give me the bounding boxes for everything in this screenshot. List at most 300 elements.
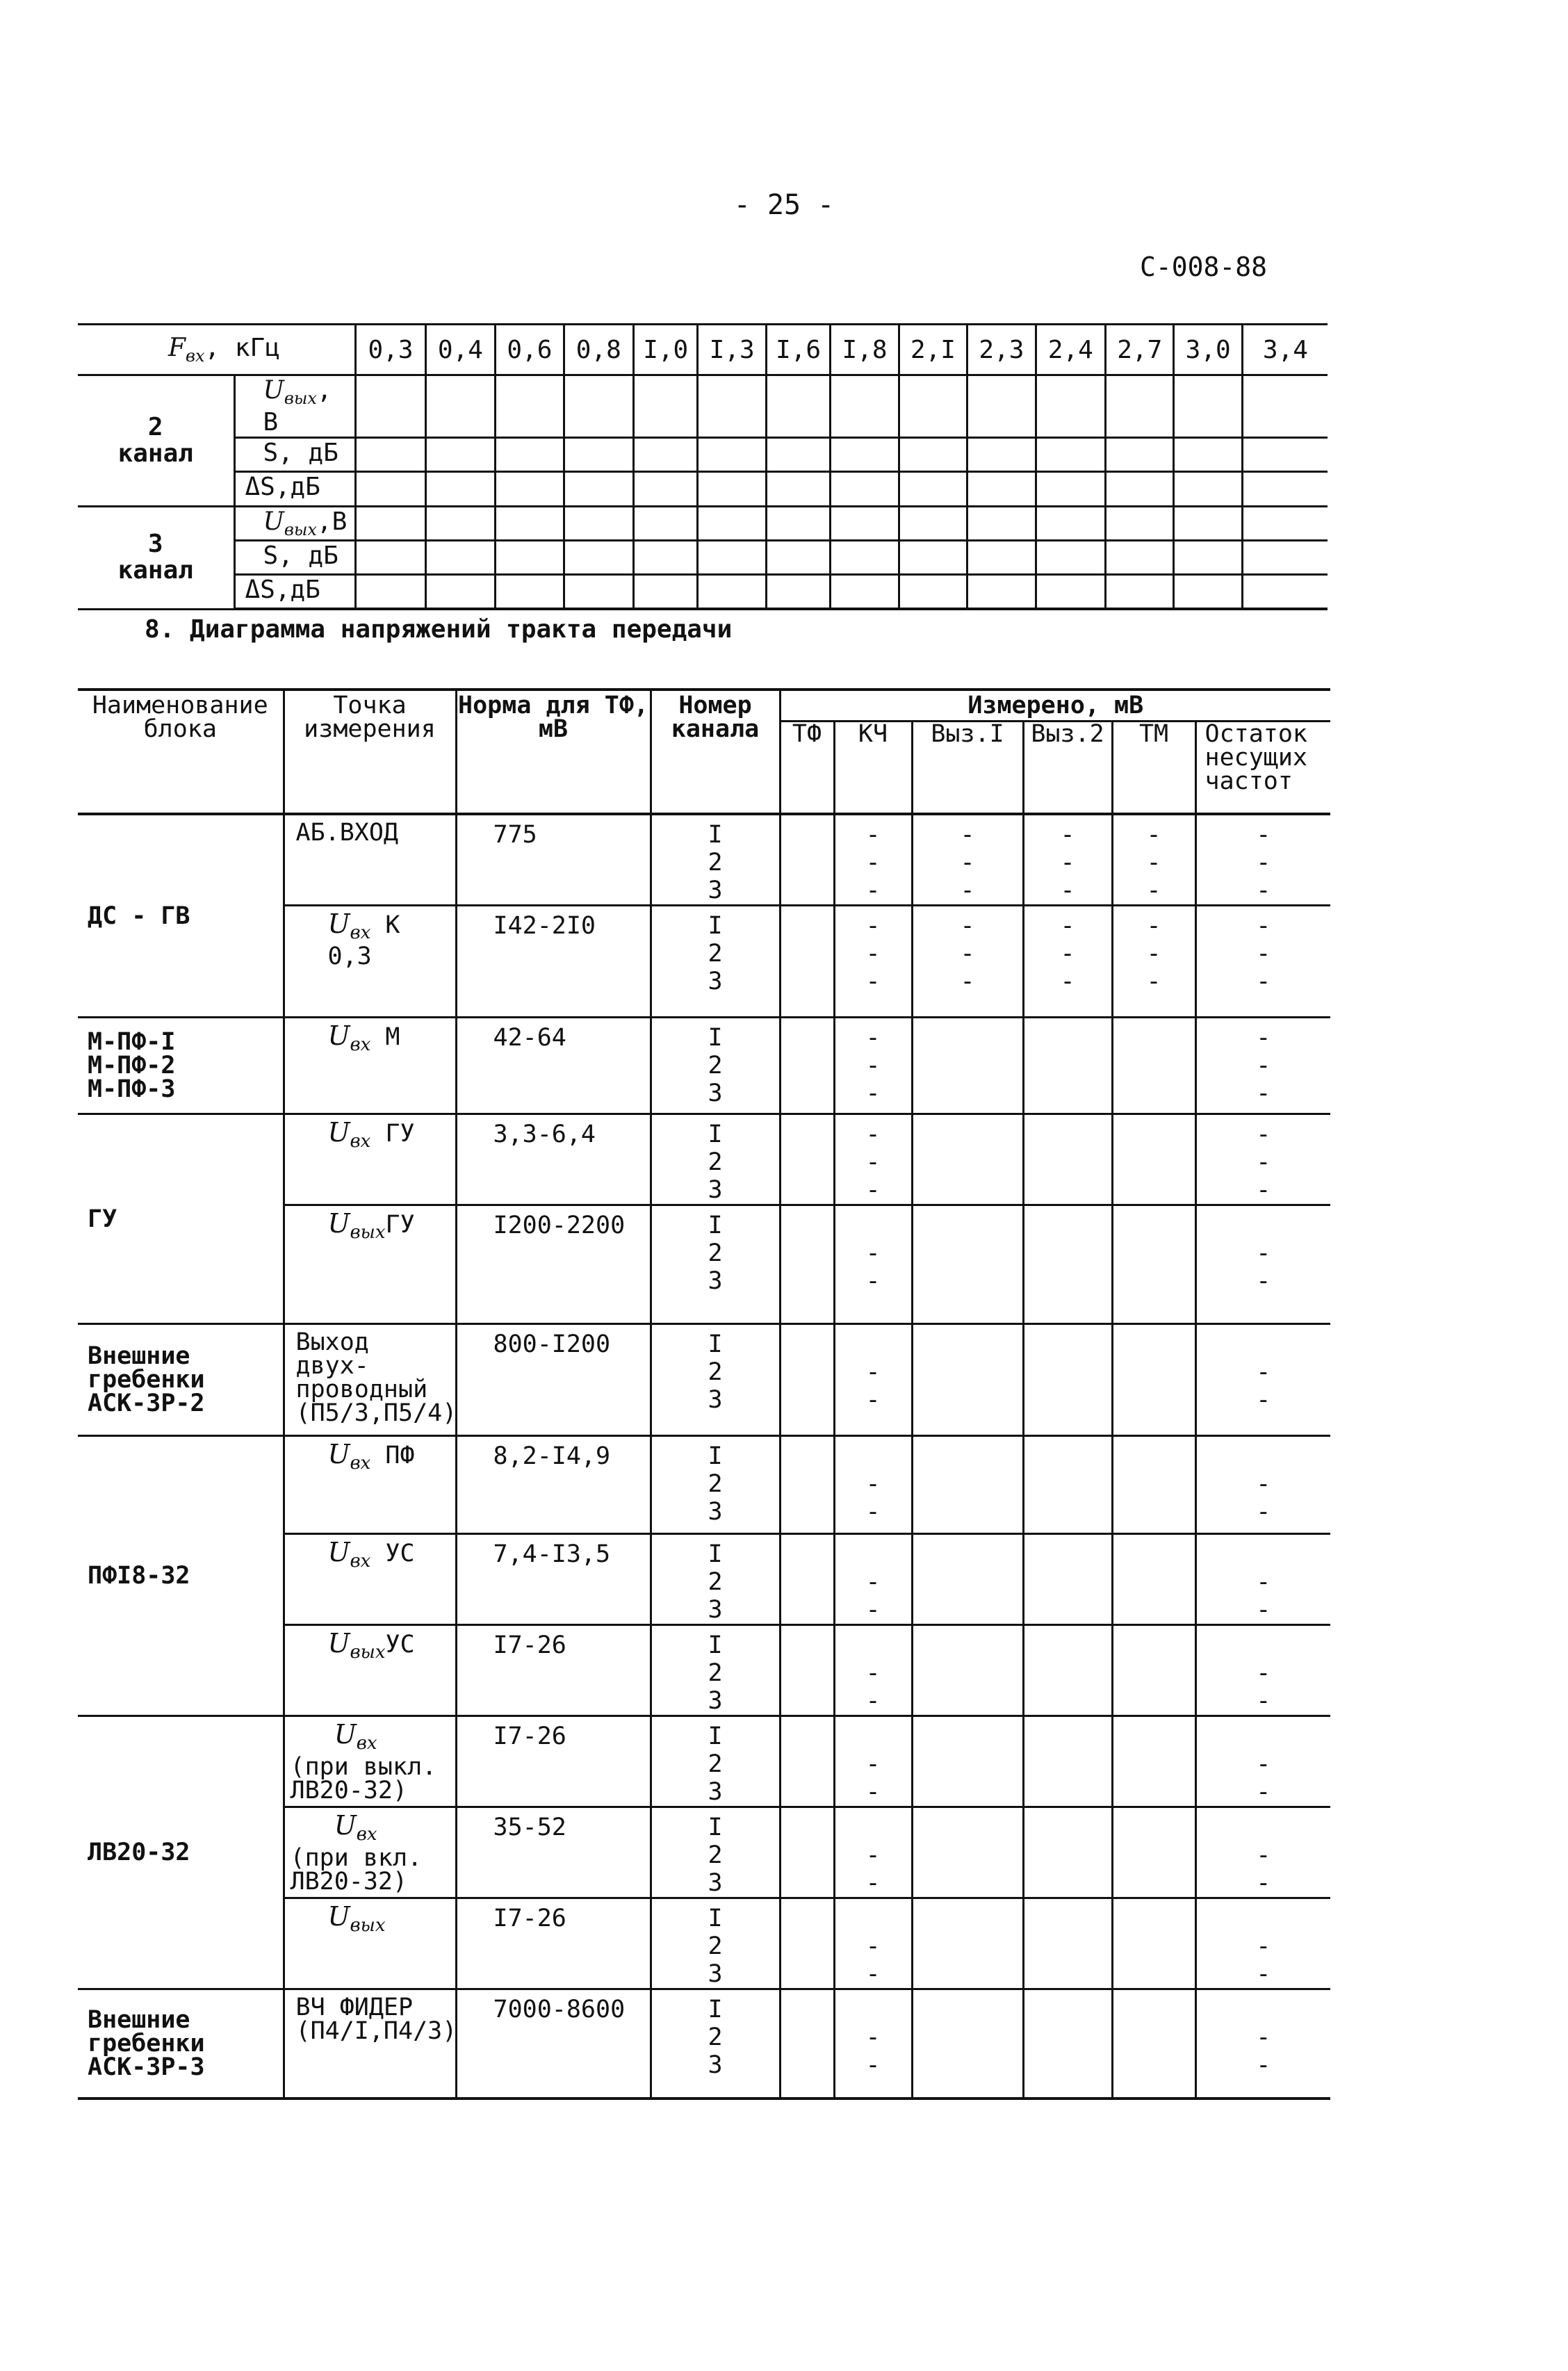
dash-mark: - [1256,1239,1271,1267]
empty-value-cell [831,472,899,506]
dash-mark [835,1540,911,1568]
dash-mark: - [865,2023,881,2051]
measured-cell [780,1989,834,2099]
freq-cell: 2,4 [1036,325,1105,375]
empty-value-cell [1036,540,1105,574]
measured-cell [834,1625,912,1716]
dash-mark: - [1256,1267,1271,1295]
measured-cell [834,1018,912,1114]
empty-value-cell [831,375,899,438]
channel-numbers [651,814,780,906]
channel-number: 2 [708,1052,723,1079]
channel-number: 2 [708,1659,723,1687]
measurement-point: $U_{вх}$ М [284,1018,456,1114]
channel-word: канал [117,439,193,468]
empty-value-cell [1106,574,1174,609]
document-code: С-008-88 [1140,252,1268,282]
measured-cell [834,1114,912,1205]
dash-mark: - [1256,1841,1271,1869]
dash-mark: - [865,1869,881,1897]
measured-cell [912,1625,1023,1716]
measurement-point: $U_{вых}УС$ [284,1625,456,1716]
dash-mark: - [1146,877,1161,904]
channel-number: 3 [708,2051,723,2079]
freq-cell: 0,6 [496,325,564,375]
empty-value-cell [496,540,564,574]
empty-value-cell [831,574,899,609]
dash-mark: - [865,1568,881,1596]
channel-numbers [651,1989,780,2099]
measured-cell [912,1898,1023,1989]
channel-number: 2 [708,1568,723,1596]
channel-number: 2 [708,1239,723,1267]
freq-cell: 2,7 [1106,325,1174,375]
measured-cell [912,1205,1023,1324]
dash-mark: - [1256,1386,1271,1414]
empty-value-cell [766,472,830,506]
empty-value-cell [1174,506,1242,540]
dash-mark: - [1256,849,1271,877]
measured-cell [1112,814,1195,906]
dash-mark: - [960,877,975,904]
dash-mark: - [1146,968,1161,995]
measured-cell [1195,1534,1330,1625]
measurement-point: Выход двух- проводный (П5/3,П5/4) [284,1324,456,1436]
empty-value-cell [356,574,425,609]
dash-mark: - [1060,877,1075,904]
dash-mark [1197,1212,1331,1239]
empty-value-cell [1106,540,1174,574]
measured-cell [834,1989,912,2099]
measured-cell [912,1114,1023,1205]
parameter-label: S, дБ [234,438,356,472]
header-block: Наименование блока [78,690,284,814]
dash-mark: - [1256,1176,1271,1204]
measured-cell [780,1807,834,1898]
empty-value-cell [564,438,633,472]
empty-value-cell [496,574,564,609]
measured-cell [1195,1625,1330,1716]
norm-value: 7,4-I3,5 [456,1534,651,1625]
channel-number: 2 [708,2023,723,2051]
empty-value-cell [967,472,1036,506]
measurement-point: $U_{вх}$ ПФ [284,1436,456,1534]
measured-cell [1023,1018,1112,1114]
measured-cell [834,1898,912,1989]
empty-value-cell [634,540,698,574]
dash-mark: - [1256,1932,1271,1960]
measured-cell [1195,1807,1330,1898]
dash-mark: - [960,968,975,995]
dash-mark: - [1256,821,1271,849]
freq-cell: 0,3 [356,325,425,375]
measured-cell [1112,1205,1195,1324]
measured-cell [834,906,912,1018]
channel-numbers [651,1324,780,1436]
empty-value-cell [831,540,899,574]
dash-mark: - [1060,940,1075,968]
channel-number: 2 [708,1358,723,1386]
empty-value-cell [899,438,967,472]
channel-numbers [651,1205,780,1324]
empty-value-cell [698,438,766,472]
dash-mark: - [865,849,881,877]
channel-number: I [708,912,723,940]
measured-cell [1023,1114,1112,1205]
measured-cell [1112,906,1195,1018]
measured-cell [1195,906,1330,1018]
dash-mark: - [1256,1659,1271,1687]
measured-cell [1023,1534,1112,1625]
empty-value-cell [1242,506,1328,540]
measured-cell [780,1018,834,1114]
dash-mark [835,1722,911,1750]
voltage-diagram-table [78,688,1330,2100]
channel-numbers [651,1716,780,1807]
empty-value-cell [425,438,495,472]
dash-mark: - [865,1687,881,1715]
dash-mark: - [960,940,975,968]
freq-cell: 3,4 [1242,325,1328,375]
dash-mark: - [1256,1778,1271,1806]
empty-value-cell [1174,540,1242,574]
channel-number: I [708,1212,723,1239]
measured-cell [780,1324,834,1436]
empty-value-cell [698,574,766,609]
channel-number: I [708,1024,723,1052]
freq-cell: I,3 [698,325,766,375]
dash-mark: - [865,1841,881,1869]
empty-value-cell [425,540,495,574]
page-number: - 25 - [733,189,835,221]
channel-number: 2 [708,1470,723,1498]
measurement-point: АБ.ВХОД [284,814,456,906]
measured-cell [1195,1324,1330,1436]
measured-cell [834,1534,912,1625]
measured-cell [834,1324,912,1436]
empty-value-cell [564,375,633,438]
dash-mark: - [1146,821,1161,849]
block-name: М-ПФ-I М-ПФ-2 М-ПФ-3 [78,1018,284,1114]
empty-value-cell [766,375,830,438]
dash-mark: - [865,940,881,968]
channel-numbers [651,1018,780,1114]
channel-number: 3 [708,877,723,904]
freq-cell: I,8 [831,325,899,375]
norm-value: 800-I200 [456,1324,651,1436]
dash-mark [835,1330,911,1358]
dash-mark: - [865,821,881,849]
dash-mark: - [1256,1358,1271,1386]
empty-value-cell [967,506,1036,540]
channel-numbers [651,1114,780,1205]
measured-cell [1023,1716,1112,1807]
dash-mark [835,1814,911,1841]
measured-cell [912,1436,1023,1534]
empty-value-cell [1242,574,1328,609]
dash-mark: - [865,1176,881,1204]
block-name: Внешние гребенки АСК-3Р-3 [78,1989,284,2099]
dash-mark: - [960,849,975,877]
measured-cell [1112,1114,1195,1205]
channel-word: канал [117,556,193,585]
measured-cell [1023,1898,1112,1989]
norm-value: I7-26 [456,1716,651,1807]
empty-value-cell [496,438,564,472]
dash-mark: - [865,1239,881,1267]
measured-cell [1023,1324,1112,1436]
measured-cell [912,1324,1023,1436]
section-caption: 8. Диаграмма напряжений тракта передачи [145,615,733,644]
empty-value-cell [899,574,967,609]
measured-cell [912,814,1023,906]
channel-number: I [708,1814,723,1841]
measured-cell [1023,1205,1112,1324]
dash-mark: - [1256,1052,1271,1079]
dash-mark: - [1256,1079,1271,1107]
measured-cell [912,906,1023,1018]
measurement-point: $U_{вых}ГУ$ [284,1205,456,1324]
channel-number: 2 [708,1932,723,1960]
empty-value-cell [634,574,698,609]
measured-cell [1195,1018,1330,1114]
dash-mark: - [865,968,881,995]
dash-mark: - [1256,912,1271,940]
channel-numbers [651,1898,780,1989]
dash-mark [835,1212,911,1239]
dash-mark [1197,1814,1331,1841]
dash-mark: - [1256,1596,1271,1624]
empty-value-cell [564,506,633,540]
measured-cell [1112,1324,1195,1436]
measured-cell [1112,1625,1195,1716]
header-channel: Номер канала [651,690,780,814]
channel-number: 3 [708,968,723,995]
header-vyz1: Выз.I [912,722,1023,815]
norm-value: 3,3-6,4 [456,1114,651,1205]
measured-cell [780,1625,834,1716]
dash-mark: - [865,1267,881,1295]
empty-value-cell [831,438,899,472]
measured-cell [834,814,912,906]
measurement-point: $U_{вх}$ УС [284,1534,456,1625]
dash-mark: - [865,1148,881,1176]
measured-cell [912,1018,1023,1114]
dash-mark [1197,1631,1331,1659]
channel-number: I [708,1905,723,1932]
header-carrier-rest: Остаток несущих частот [1195,722,1330,815]
dash-mark: - [1060,968,1075,995]
measured-cell [1023,1807,1112,1898]
dash-mark [1197,1540,1331,1568]
measured-cell [780,1534,834,1625]
channel-number: 3 [708,1079,723,1107]
norm-value: 35-52 [456,1807,651,1898]
channel-group-label [78,506,234,609]
dash-mark: - [960,821,975,849]
channel-number: I [708,821,723,849]
channel-number: 3 [708,1960,723,1988]
empty-value-cell [698,506,766,540]
dash-mark: - [1256,1498,1271,1526]
dash-mark [835,1996,911,2023]
channel-number: I [708,1442,723,1470]
dash-mark: - [865,2051,881,2079]
dash-mark [835,1631,911,1659]
channel-number: 2 [708,1148,723,1176]
dash-mark: - [1256,877,1271,904]
norm-value: I42-2I0 [456,906,651,1018]
empty-value-cell [1036,438,1105,472]
dash-mark: - [1256,2023,1271,2051]
empty-value-cell [564,472,633,506]
freq-cell: 2,I [899,325,967,375]
header-tm: ТМ [1112,722,1195,815]
measurement-point: $U_{вх}$ (при вкл. ЛВ20-32) [284,1807,456,1898]
parameter-label: ΔS,дБ [234,574,356,609]
channel-number: I [708,1722,723,1750]
parameter-label: S, дБ [234,540,356,574]
channel-group-label [78,375,234,507]
channel-number: 3 [147,530,163,559]
measured-cell [1023,814,1112,906]
dash-mark: - [865,1778,881,1806]
measurement-point: $U_{вх}$ К 0,3 [284,906,456,1018]
channel-number: 2 [708,1841,723,1869]
dash-mark: - [1256,2051,1271,2079]
measured-cell [1023,906,1112,1018]
dash-mark: - [865,1498,881,1526]
empty-value-cell [425,506,495,540]
channel-number: 3 [708,1596,723,1624]
channel-number: 2 [147,412,163,441]
dash-mark: - [865,1470,881,1498]
header-point: Точка измерения [284,690,456,814]
header-measured: Измерено, мВ [780,690,1330,722]
measured-cell [1112,1018,1195,1114]
header-norm: Норма для ТФ, мВ [456,690,651,814]
measured-cell [1195,1436,1330,1534]
dash-mark: - [1256,1869,1271,1897]
dash-mark: - [865,1121,881,1148]
dash-mark: - [1256,1568,1271,1596]
channel-number: I [708,1996,723,2023]
empty-value-cell [766,540,830,574]
empty-value-cell [1036,375,1105,438]
empty-value-cell [1036,506,1105,540]
empty-value-cell [564,574,633,609]
measured-cell [834,1205,912,1324]
block-name: ПФI8-32 [78,1436,284,1716]
header-tf: ТФ [780,722,834,815]
measured-cell [1195,1114,1330,1205]
dash-mark: - [1256,1148,1271,1176]
empty-value-cell [766,574,830,609]
parameter-label: $U_{вых}$, В [234,375,356,438]
measured-cell [912,1534,1023,1625]
dash-mark: - [1060,849,1075,877]
dash-mark: - [1060,912,1075,940]
measured-cell [780,1898,834,1989]
empty-value-cell [1106,375,1174,438]
empty-value-cell [1242,438,1328,472]
empty-value-cell [766,438,830,472]
dash-mark [835,1442,911,1470]
empty-value-cell [564,540,633,574]
measured-cell [1112,1716,1195,1807]
channel-number: I [708,1330,723,1358]
empty-value-cell [1174,472,1242,506]
empty-value-cell [698,540,766,574]
measured-cell [912,1716,1023,1807]
dash-mark: - [865,1052,881,1079]
empty-value-cell [356,506,425,540]
measured-cell [1112,1989,1195,2099]
measured-cell [1195,1898,1330,1989]
empty-value-cell [698,472,766,506]
measurement-point: $U_{вых}$ [284,1898,456,1989]
channel-numbers [651,1436,780,1534]
measured-cell [1112,1807,1195,1898]
measured-cell [834,1716,912,1807]
empty-value-cell [899,472,967,506]
dash-mark: - [960,912,975,940]
dash-mark: - [1060,821,1075,849]
freq-cell: I,0 [634,325,698,375]
norm-value: I200-2200 [456,1205,651,1324]
empty-value-cell [1036,472,1105,506]
measurement-point: $U_{вх}$ (при выкл. ЛВ20-32) [284,1716,456,1807]
dash-mark: - [865,1386,881,1414]
freq-cell: 0,8 [564,325,633,375]
measured-cell [1023,1625,1112,1716]
empty-value-cell [496,506,564,540]
frequency-response-table [78,323,1328,610]
empty-value-cell [1106,506,1174,540]
empty-value-cell [634,472,698,506]
channel-number: 3 [708,1267,723,1295]
dash-mark: - [865,1932,881,1960]
empty-value-cell [356,438,425,472]
dash-mark: - [865,1659,881,1687]
parameter-label: $U_{вых},В$ [234,506,356,540]
block-name: ДС - ГВ [78,814,284,1018]
measured-cell [780,1114,834,1205]
empty-value-cell [1106,438,1174,472]
channel-number: 3 [708,1176,723,1204]
measured-cell [912,1807,1023,1898]
dash-mark: - [865,912,881,940]
channel-number: I [708,1540,723,1568]
empty-value-cell [967,375,1036,438]
norm-value: 7000-8600 [456,1989,651,2099]
measured-cell [780,1716,834,1807]
empty-value-cell [425,375,495,438]
dash-mark [1197,1330,1331,1358]
dash-mark [1197,1722,1331,1750]
empty-value-cell [1242,540,1328,574]
channel-number: 3 [708,1498,723,1526]
measurement-point: $U_{вх}$ ГУ [284,1114,456,1205]
measured-cell [834,1436,912,1534]
dash-mark: - [865,877,881,904]
empty-value-cell [1036,574,1105,609]
measured-cell [1023,1989,1112,2099]
channel-numbers [651,1534,780,1625]
frequency-header: $F_{вх}$, кГц [78,325,356,375]
norm-value: 42-64 [456,1018,651,1114]
channel-numbers [651,906,780,1018]
